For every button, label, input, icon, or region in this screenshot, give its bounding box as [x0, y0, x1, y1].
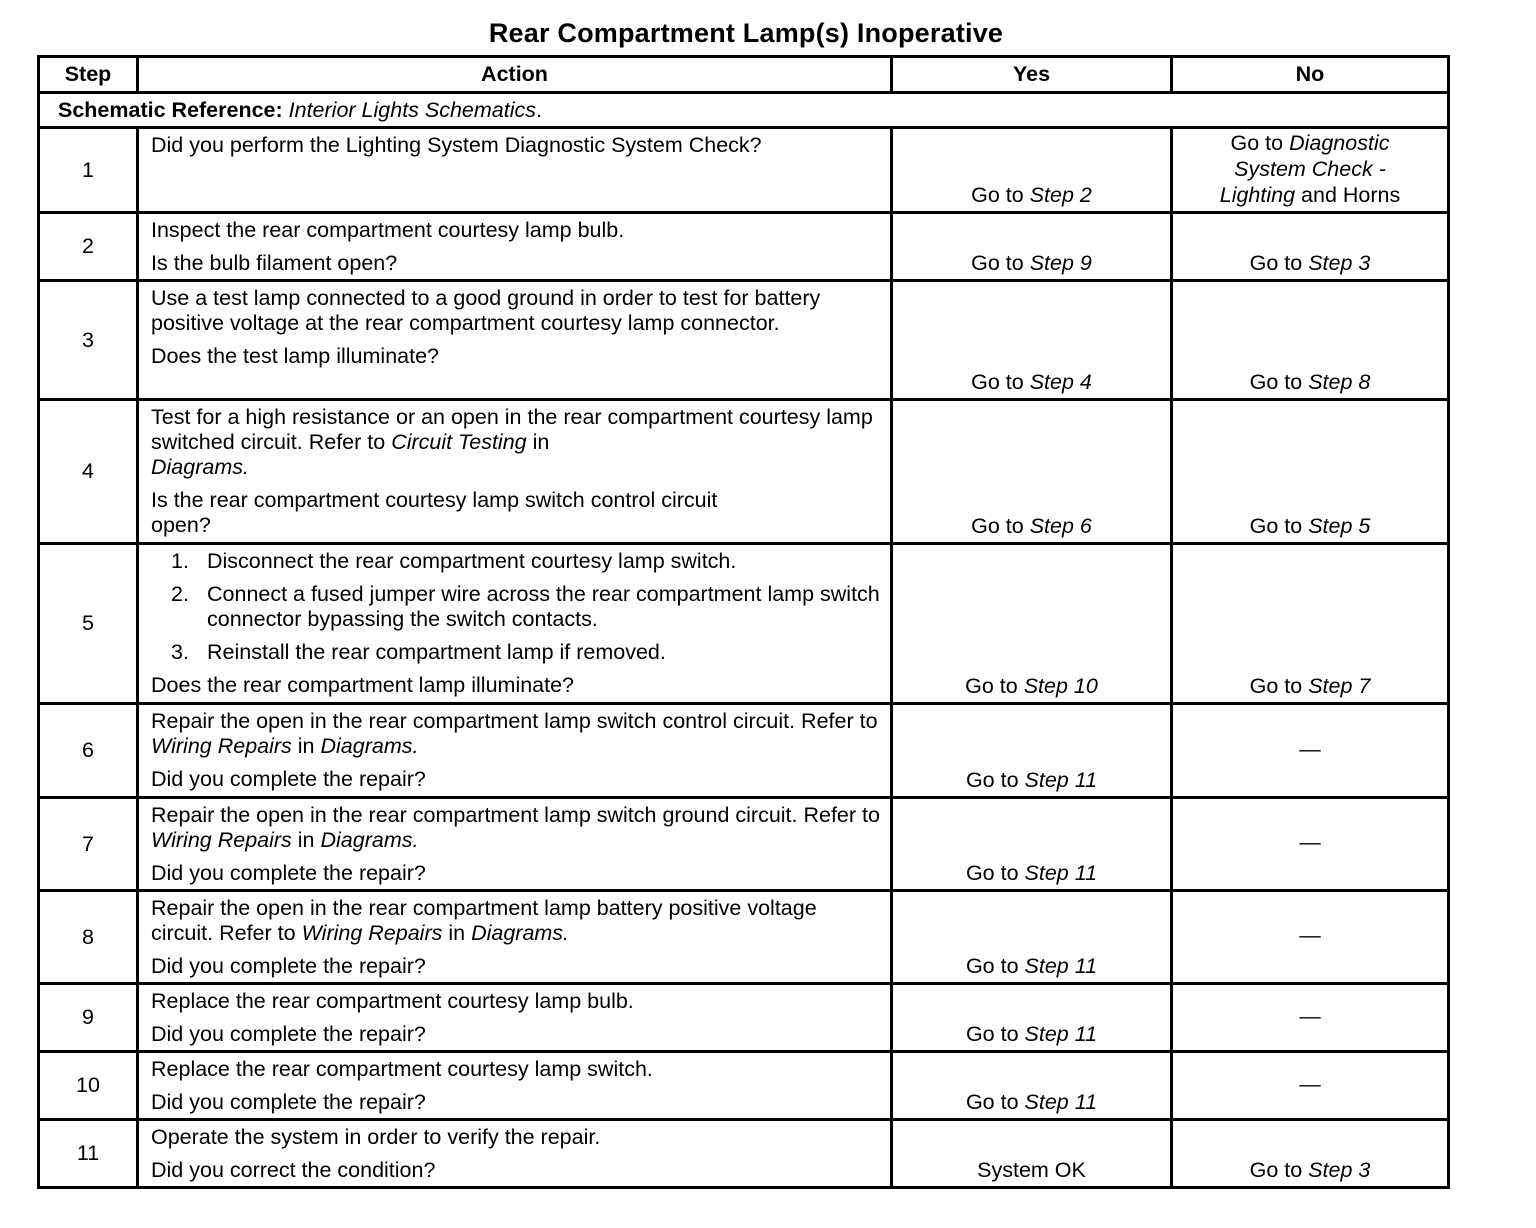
action-text-part: Repair the open in the rear compartment lamp switch control circuit. Refer to — [151, 709, 878, 733]
yes-cell — [892, 213, 1172, 281]
step-action — [138, 544, 892, 704]
no-cell-dash: — — [1172, 984, 1449, 1052]
step-action — [138, 891, 892, 984]
no-prefix: Go to — [1230, 131, 1284, 155]
yes-prefix: Go to — [971, 251, 1024, 275]
no-prefix: Go to — [1249, 1158, 1303, 1182]
yes-cell — [892, 128, 1172, 213]
yes-step-link[interactable]: Step 4 — [1029, 370, 1092, 394]
header-no: No — [1172, 57, 1449, 93]
yes-cell — [892, 400, 1172, 544]
yes-step-link[interactable]: Step 2 — [1029, 183, 1092, 207]
action-question: Did you complete the repair? — [151, 1090, 426, 1114]
no-prefix: Go to — [1249, 674, 1303, 698]
yes-prefix: Go to — [965, 1090, 1019, 1114]
action-text — [151, 405, 880, 480]
yes-prefix: Go to — [965, 954, 1019, 978]
step-number: 10 — [39, 1052, 138, 1120]
step-row-2 — [39, 213, 1449, 281]
action-question: Did you complete the repair? — [151, 861, 426, 885]
no-ref-link[interactable]: Diagnostic — [1289, 131, 1390, 155]
yes-step-link[interactable]: Step 11 — [1024, 1090, 1098, 1114]
no-prefix: Go to — [1249, 514, 1303, 538]
sub-step-number: 1. — [171, 549, 189, 573]
step-action — [138, 984, 892, 1052]
yes-prefix: Go to — [971, 514, 1024, 538]
action-question: Does the test lamp illuminate? — [151, 344, 440, 368]
action-text-part: Test for a high resistance or an open in the rear compartment courtesy lamp switched circuit. Refer to — [151, 405, 873, 454]
yes-step-link[interactable]: Step 11 — [1024, 1022, 1098, 1046]
step-number: 3 — [39, 281, 138, 400]
yes-cell — [892, 1052, 1172, 1120]
action-question: Did you correct the condition? — [151, 1158, 436, 1182]
action-question: Does the rear compartment lamp illuminate? — [151, 673, 575, 697]
yes-step-link[interactable]: Step 11 — [1024, 861, 1098, 885]
yes-prefix: Go to — [965, 768, 1019, 792]
yes-cell — [892, 544, 1172, 704]
action-text — [151, 803, 880, 853]
schematic-reference-label: Schematic Reference: — [58, 97, 283, 122]
sub-step-list — [151, 549, 880, 665]
yes-cell — [892, 798, 1172, 891]
step-number: 6 — [39, 704, 138, 798]
wiring-repairs-link[interactable]: Wiring Repairs — [151, 734, 292, 758]
sub-step-number: 2. — [171, 582, 189, 606]
action-text-part: in — [532, 430, 550, 454]
action-text: Inspect the rear compartment courtesy lamp bulb. — [151, 218, 625, 242]
yes-step-link[interactable]: Step 9 — [1029, 251, 1092, 275]
step-action — [138, 798, 892, 891]
step-action — [138, 281, 892, 400]
no-step-link[interactable]: Step 3 — [1308, 251, 1371, 275]
sub-step-text: Connect a fused jumper wire across the rear compartment lamp switch connector bypassing the switch contacts. — [207, 582, 880, 631]
action-question: Is the bulb filament open? — [151, 251, 398, 275]
step-action — [138, 213, 892, 281]
step-action — [138, 400, 892, 544]
yes-prefix: Go to — [965, 1022, 1019, 1046]
yes-prefix: Go to — [971, 370, 1024, 394]
no-ref-link-cont2[interactable]: Lighting — [1219, 183, 1296, 207]
wiring-repairs-link[interactable]: Wiring Repairs — [151, 828, 292, 852]
no-cell-dash: — — [1172, 798, 1449, 891]
step-row-8 — [39, 891, 1449, 984]
no-step-link[interactable]: Step 3 — [1308, 1158, 1371, 1182]
no-prefix: Go to — [1249, 251, 1303, 275]
step-action — [138, 704, 892, 798]
yes-step-link[interactable]: Step 10 — [1023, 674, 1098, 698]
no-cell — [1172, 213, 1449, 281]
yes-step-link[interactable]: Step 11 — [1024, 768, 1098, 792]
sub-step — [151, 640, 880, 665]
no-suffix: and Horns — [1301, 183, 1401, 207]
action-text-part: Repair the open in the rear compartment lamp battery positive voltage circuit. Refer to — [151, 896, 817, 945]
action-text: Operate the system in order to verify the repair. — [151, 1125, 601, 1149]
step-row-5 — [39, 544, 1449, 704]
action-text-part: in — [448, 921, 466, 945]
step-row-9 — [39, 984, 1449, 1052]
yes-prefix: Go to — [965, 674, 1018, 698]
sub-step-number: 3. — [171, 640, 189, 664]
sub-step-text: Reinstall the rear compartment lamp if removed. — [207, 640, 666, 664]
diagrams-link[interactable]: Diagrams. — [320, 734, 419, 758]
step-row-7 — [39, 798, 1449, 891]
step-number: 7 — [39, 798, 138, 891]
action-text-part: in — [297, 734, 315, 758]
yes-cell: System OK — [892, 1120, 1172, 1188]
action-text: Replace the rear compartment courtesy lamp switch. — [151, 1057, 653, 1081]
step-number: 4 — [39, 400, 138, 544]
step-action — [138, 1120, 892, 1188]
action-question: Did you complete the repair? — [151, 1022, 426, 1046]
schematic-reference-period: . — [536, 97, 542, 122]
step-number: 2 — [39, 213, 138, 281]
diagrams-link[interactable]: Diagrams. — [471, 921, 570, 945]
step-number: 11 — [39, 1120, 138, 1188]
no-step-link[interactable]: Step 5 — [1308, 514, 1371, 538]
step-row-6 — [39, 704, 1449, 798]
schematic-reference-link[interactable]: Interior Lights Schematics — [288, 97, 537, 122]
sub-step — [151, 582, 880, 632]
step-row-10 — [39, 1052, 1449, 1120]
diagnostic-table — [37, 55, 1450, 1189]
step-number: 9 — [39, 984, 138, 1052]
no-cell — [1172, 281, 1449, 400]
sub-step-text: Disconnect the rear compartment courtesy lamp switch. — [207, 549, 737, 573]
step-row-1 — [39, 128, 1449, 213]
action-text — [151, 896, 880, 946]
wiring-repairs-link[interactable]: Wiring Repairs — [301, 921, 443, 945]
no-cell — [1172, 128, 1449, 213]
action-question: Did you complete the repair? — [151, 767, 426, 791]
schematic-reference-row — [39, 93, 1449, 128]
action-text: Use a test lamp connected to a good ground in order to test for battery positive voltage at the rear compartment courtesy lamp connector. — [151, 286, 821, 335]
sub-step — [151, 549, 880, 574]
circuit-testing-link[interactable]: Circuit Testing — [391, 430, 527, 454]
diagrams-link[interactable]: Diagrams. — [151, 455, 249, 479]
step-number: 1 — [39, 128, 138, 213]
yes-cell — [892, 984, 1172, 1052]
no-cell-dash: — — [1172, 1052, 1449, 1120]
action-text-part: Repair the open in the rear compartment lamp switch ground circuit. Refer to — [151, 803, 880, 827]
step-action — [138, 128, 892, 213]
yes-prefix: Go to — [971, 183, 1024, 207]
yes-step-link[interactable]: Step 6 — [1029, 514, 1092, 538]
diagrams-link[interactable]: Diagrams. — [320, 828, 419, 852]
header-action: Action — [138, 57, 892, 93]
document-title: Rear Compartment Lamp(s) Inoperative — [488, 18, 1004, 48]
yes-cell — [892, 281, 1172, 400]
step-row-3 — [39, 281, 1449, 400]
no-prefix: Go to — [1249, 370, 1303, 394]
step-action — [138, 1052, 892, 1120]
yes-step-link[interactable]: Step 11 — [1024, 954, 1098, 978]
yes-prefix: Go to — [965, 861, 1019, 885]
no-step-link[interactable]: Step 8 — [1308, 370, 1371, 394]
action-text: Did you perform the Lighting System Diagnostic System Check? — [151, 133, 762, 157]
action-question: Is the rear compartment courtesy lamp switch control circuit open? — [151, 488, 718, 537]
no-step-link[interactable]: Step 7 — [1308, 674, 1371, 698]
no-ref-link-cont[interactable]: System Check - — [1234, 157, 1386, 181]
action-text — [151, 709, 880, 759]
yes-cell — [892, 891, 1172, 984]
action-text: Replace the rear compartment courtesy lamp bulb. — [151, 989, 634, 1013]
schematic-reference — [39, 93, 1449, 128]
step-row-11 — [39, 1120, 1449, 1188]
step-row-4 — [39, 400, 1449, 544]
no-cell-dash: — — [1172, 891, 1449, 984]
action-question: Did you complete the repair? — [151, 954, 426, 978]
no-cell — [1172, 1120, 1449, 1188]
no-cell — [1172, 544, 1449, 704]
header-row — [39, 57, 1449, 93]
step-number: 8 — [39, 891, 138, 984]
header-yes: Yes — [892, 57, 1172, 93]
no-cell-dash: — — [1172, 704, 1449, 798]
no-cell — [1172, 400, 1449, 544]
header-step: Step — [39, 57, 138, 93]
action-text-part: in — [297, 828, 315, 852]
step-number: 5 — [39, 544, 138, 704]
yes-cell — [892, 704, 1172, 798]
